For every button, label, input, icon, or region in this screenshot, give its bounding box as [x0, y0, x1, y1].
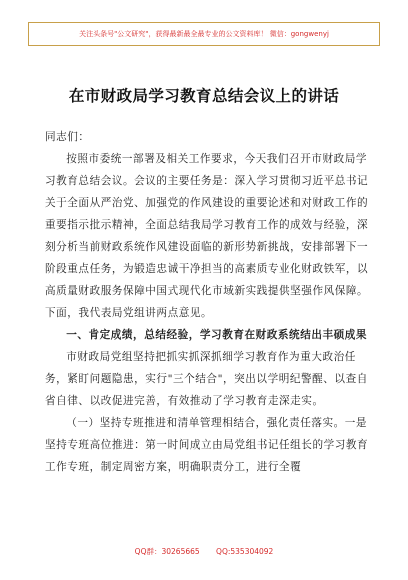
footer-qq: QQ:535304092 — [216, 547, 274, 556]
footer-qq-group: QQ群：30265665 — [134, 547, 200, 556]
footer-contact — [0, 546, 408, 557]
salutation: 同志们： — [45, 131, 90, 143]
page-title: 在市财政局学习教育总结会议上的讲话 — [68, 87, 340, 105]
paragraph-intro: 按照市委统一部署及相关工作要求，今天我们召开市财政局学习教育总结会议。会议的主要任务是：深入学习贯彻习近平总书记关于全面从严治党、加强党的作风建设的重要论述和对财政工作的重要指示批示精神，全面总结我局学习教育工作的成效与经验，深刻分析当前财政系统作风建设面临的新形势新挑战，安排部署下一阶段重点任务，为锻造忠诚干净担当的高素质专业化财政铁军，以高质量财政服务保障中国式现代化市域新实践提供坚强作风保障。下面，我代表局党组讲两点意见。 — [45, 153, 369, 319]
paragraph-summary: 市财政局党组坚持把抓实抓深抓细学习教育作为重大政治任务，紧盯问题隐患，实行"三个结合"，突出以学明纪警醒、以查自省自律、以改促进完善，有效推动了学习教育走深走实。 — [45, 351, 368, 407]
header-banner — [28, 22, 380, 46]
section-heading: 一、肯定成绩，总结经验，学习教育在财政系统结出丰硕成果 — [66, 329, 368, 341]
banner-text: 关注头条号"公文研究"，获得最新最全最专业的公文资料库！ 微信：gongwenyj — [79, 30, 329, 38]
document-body — [45, 126, 372, 478]
paragraph-item-one: （一）坚持专班推进和清单管理相结合，强化责任落实。一是坚持专班高位推进：第一时间成立由局党组书记任组长的学习教育工作专班，制定周密方案，明确职责分工，进行全覆 — [45, 417, 369, 473]
